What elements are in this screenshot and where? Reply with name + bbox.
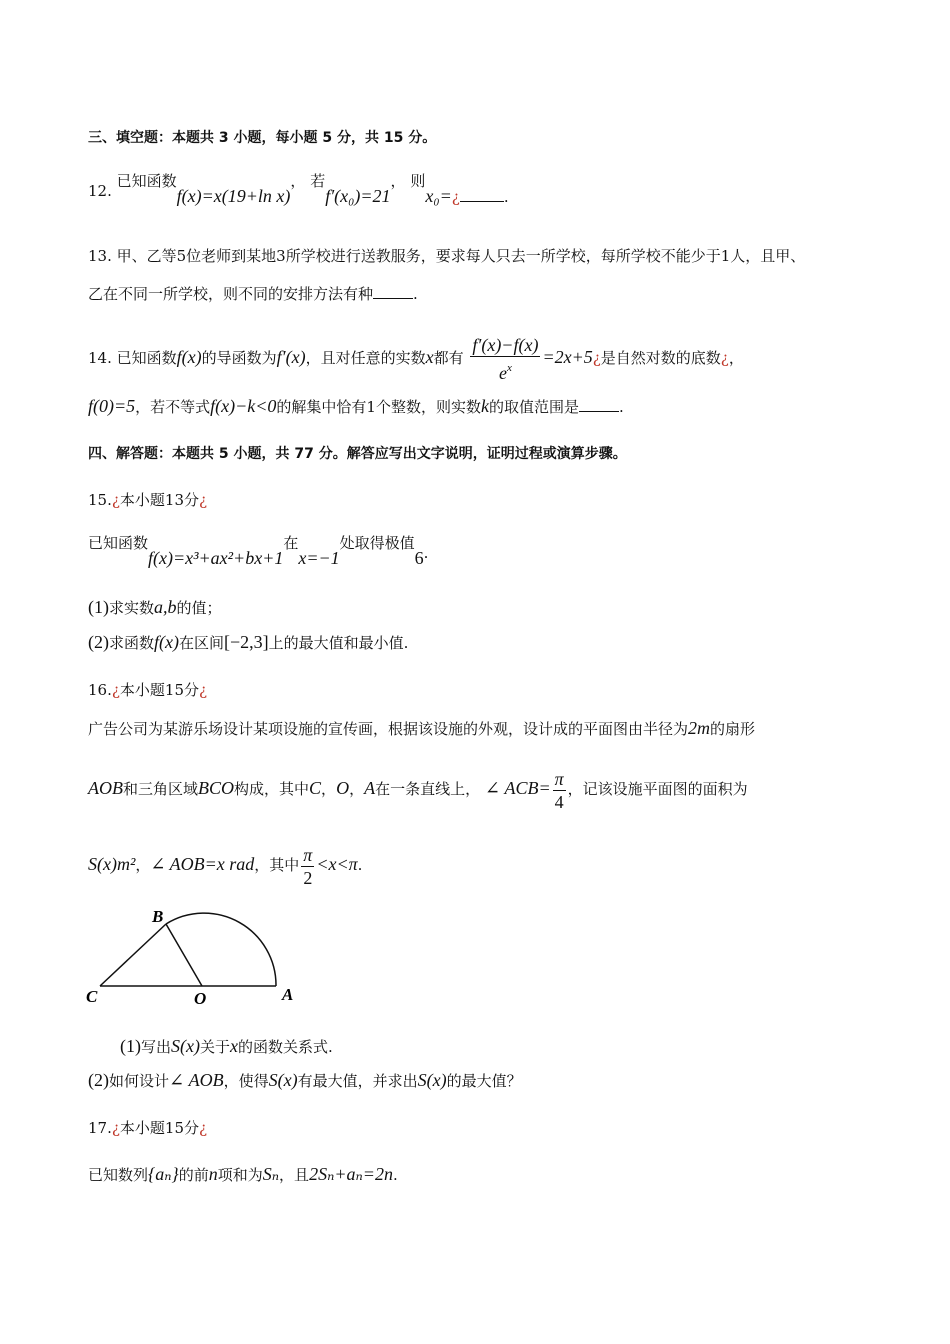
q15-stem-c: 处取得极值 — [339, 534, 415, 552]
q16-frac1-den: 4 — [554, 791, 564, 812]
q14-text-d: 都有 — [433, 349, 464, 367]
question-12 — [88, 172, 509, 206]
q16-l2-d: 构成，其中 — [234, 780, 310, 798]
q14-text-b: 的导函数为 — [201, 349, 277, 367]
q16-point-o: O — [336, 778, 350, 798]
q13-tail: . — [413, 285, 418, 303]
q17-c: 项和为 — [217, 1166, 263, 1184]
q14-fraction — [470, 334, 540, 384]
q15-point: x=−1 — [298, 548, 340, 568]
q12-tail: . — [503, 188, 509, 206]
q15-p2-interval: [−2,3] — [224, 632, 269, 652]
q14-frac-numerator: f′(x)−f(x) — [472, 335, 539, 355]
q17-sequence: {aₙ} — [148, 1164, 179, 1184]
q16-l3-b: ， — [135, 856, 151, 874]
figure-line-cb — [100, 924, 166, 986]
q14-line2-b: ，若不等式 — [135, 398, 211, 416]
q17-equation: 2Sₙ+aₙ=2n — [309, 1164, 393, 1184]
q16-mark2: ¿ — [199, 681, 208, 699]
q13-line2-text: 乙在不同一所学校，则不同的安排方法有种 — [88, 285, 374, 303]
q16-angle-acb: ∠ ACB= — [484, 778, 551, 798]
q14-line2-d: 的解集中恰有1个整数，则实数 — [276, 398, 481, 416]
q16-range: <x<π — [316, 854, 358, 874]
question-16-part-2 — [88, 1070, 522, 1091]
q16-fraction-pi-2 — [301, 844, 314, 889]
q14-text-a: 已知函数 — [116, 349, 177, 367]
q16-l3-d: ，其中 — [254, 856, 300, 874]
q14-answer-blank — [579, 411, 619, 412]
q16-l1-b: 的扇形 — [710, 720, 756, 738]
q14-frac-denominator — [470, 357, 540, 384]
q15-mark1: ¿ — [111, 491, 120, 509]
q12-mark: ¿ — [451, 188, 460, 206]
q15-p2-a: 求函数 — [109, 634, 155, 652]
section-4-heading: 四、解答题：本题共 5 小题，共 77 分。解答应写出文字说明，证明过程或演算步骤。 — [88, 446, 627, 462]
q17-head-text: 本小题15分 — [119, 1119, 199, 1137]
q16-area: S(x)m² — [88, 854, 136, 874]
q12-text-b: 若 — [310, 172, 326, 190]
q16-l2-j: 在一条直线上， — [375, 780, 481, 798]
q16-fraction-pi-4 — [553, 768, 566, 813]
q16-p1-b: 关于 — [200, 1038, 231, 1056]
q17-d: ，且 — [279, 1166, 310, 1184]
q16-l2-f: ， — [321, 780, 337, 798]
question-13-line-1: 13. 甲、乙等5位老师到某地3所学校进行送教服务，要求每人只去一所学校，每所学校不能少于1人，且甲、 — [88, 247, 806, 265]
figure-label-b: B — [152, 907, 164, 926]
question-15-stem — [88, 534, 429, 568]
q15-function: f(x)=x³+ax²+bx+1 — [148, 548, 284, 568]
q14-f0: f(0)=5 — [88, 396, 136, 416]
q17-a: 已知数列 — [88, 1166, 149, 1184]
q12-text-a: 已知函数 — [116, 172, 177, 190]
q14-fpx: f′(x) — [276, 347, 306, 367]
q16-head-text: 本小题15分 — [119, 681, 199, 699]
q12-answer-blank — [460, 201, 504, 202]
q16-frac2-den: 2 — [303, 867, 313, 888]
figure-line-bo — [166, 924, 202, 986]
q15-number: 15. — [88, 491, 112, 509]
q14-line2-e: 的取值范围是 — [488, 398, 579, 416]
q14-x: x — [425, 347, 434, 367]
question-16-heading — [88, 680, 207, 700]
question-14-line-2 — [88, 396, 624, 417]
q15-p1-index: (1) — [88, 597, 109, 617]
question-17-stem — [88, 1164, 398, 1185]
q17-number: 17. — [88, 1119, 112, 1137]
q14-mark1: ¿ — [592, 349, 601, 367]
q15-tail: . — [423, 544, 429, 562]
q16-frac1-num: π — [554, 768, 564, 789]
q16-l2-h: ， — [349, 780, 365, 798]
q14-text-c: ，且对任意的实数 — [305, 349, 426, 367]
q16-p1-c: 的函数关系式. — [238, 1038, 333, 1056]
q16-mark1: ¿ — [111, 681, 120, 699]
question-16-line-1 — [88, 718, 755, 739]
q15-p2-index: (2) — [88, 632, 109, 652]
q15-p1-vars: a,b — [154, 597, 177, 617]
q15-stem-b: 在 — [283, 534, 299, 552]
q17-b: 的前 — [178, 1166, 209, 1184]
question-13-line-2 — [88, 284, 418, 304]
q15-head-text: 本小题13分 — [119, 491, 199, 509]
q16-p2-b: ，使得 — [223, 1072, 269, 1090]
q17-n: n — [208, 1164, 218, 1184]
question-16-part-1 — [120, 1036, 333, 1057]
q17-sn: Sₙ — [262, 1164, 280, 1184]
q16-p2-a: 如何设计 — [109, 1072, 170, 1090]
q15-p2-b: 在区间 — [179, 634, 225, 652]
q15-p2-c: 上的最大值和最小值. — [268, 634, 409, 652]
figure-label-o: O — [194, 989, 207, 1008]
q16-point-c: C — [309, 778, 322, 798]
q14-inequality: f(x)−k<0 — [210, 396, 277, 416]
question-16-line-3 — [88, 842, 362, 889]
q14-comma: ， — [728, 349, 744, 367]
q16-p1-s: S(x) — [171, 1036, 200, 1056]
q14-rhs: =2x+5 — [542, 347, 593, 367]
question-17-heading — [88, 1118, 207, 1138]
q16-l1-radius: 2m — [688, 718, 711, 738]
question-16-line-2 — [88, 766, 748, 813]
q16-p2-s: S(x) — [268, 1070, 298, 1090]
q14-text-e: 是自然对数的底数 — [600, 349, 721, 367]
figure-arc-ba — [166, 913, 276, 986]
q16-l3-f: . — [357, 856, 363, 874]
q16-l2-b: 和三角区域 — [123, 780, 199, 798]
q12-text-c: 则 — [410, 172, 426, 190]
q12-function: f(x)=x(19+ln x) — [176, 186, 291, 206]
q16-point-a: A — [364, 778, 376, 798]
q16-p2-d: 的最大值？ — [446, 1072, 522, 1090]
q16-number: 16. — [88, 681, 112, 699]
q16-bco: BCO — [198, 778, 235, 798]
q16-p1-a: 写出 — [141, 1038, 172, 1056]
q16-l2-l: ，记该设施平面图的面积为 — [567, 780, 748, 798]
section-3-heading: 三、填空题：本题共 3 小题，每小题 5 分，共 15 分。 — [88, 130, 437, 146]
question-14-line-1 — [88, 334, 744, 384]
q15-mark2: ¿ — [199, 491, 208, 509]
q16-p1-x: x — [230, 1036, 239, 1056]
q16-p2-c: 有最大值，并求出 — [297, 1072, 418, 1090]
q15-p1-a: 求实数 — [109, 599, 155, 617]
q14-frac-base: e — [498, 363, 507, 383]
q16-p2-angle: ∠ AOB — [169, 1070, 224, 1090]
q16-p2-index: (2) — [88, 1070, 109, 1090]
q16-figure — [80, 900, 310, 1010]
q15-stem-a: 已知函数 — [88, 534, 149, 552]
figure-label-c: C — [86, 987, 98, 1006]
q15-p1-b: 的值； — [176, 599, 222, 617]
figure-label-a: A — [282, 985, 294, 1004]
q17-tail: . — [392, 1166, 398, 1184]
question-15-part-2 — [88, 632, 408, 653]
q17-mark1: ¿ — [111, 1119, 120, 1137]
q14-k: k — [480, 396, 489, 416]
q16-angle-aob: ∠ AOB=x rad — [150, 854, 255, 874]
q16-frac2-num: π — [303, 844, 313, 865]
question-15-heading — [88, 490, 207, 510]
q17-mark2: ¿ — [199, 1119, 208, 1137]
question-15-part-1 — [88, 597, 222, 618]
q12-comma2: ， — [390, 172, 406, 190]
q12-ask: x₀= — [425, 186, 452, 206]
q12-comma1: ， — [290, 172, 306, 190]
q16-l1-a: 广告公司为某游乐场设计某项设施的宣传画，根据该设施的外观，设计成的平面图由半径为 — [88, 720, 689, 738]
q14-mark2: ¿ — [720, 349, 729, 367]
q15-p2-f: f(x) — [154, 632, 179, 652]
q14-tail: . — [618, 398, 624, 416]
q16-p2-s2: S(x) — [417, 1070, 447, 1090]
q14-number: 14. — [88, 349, 112, 367]
q12-number: 12. — [88, 182, 112, 200]
q13-answer-blank — [373, 298, 413, 299]
q14-fx: f(x) — [176, 347, 202, 367]
q12-condition: f′(x₀)=21 — [325, 186, 391, 206]
q14-frac-exponent: x — [506, 362, 512, 374]
q15-value: 6 — [414, 548, 424, 568]
q16-p1-index: (1) — [120, 1036, 141, 1056]
q16-aob: AOB — [88, 778, 123, 798]
